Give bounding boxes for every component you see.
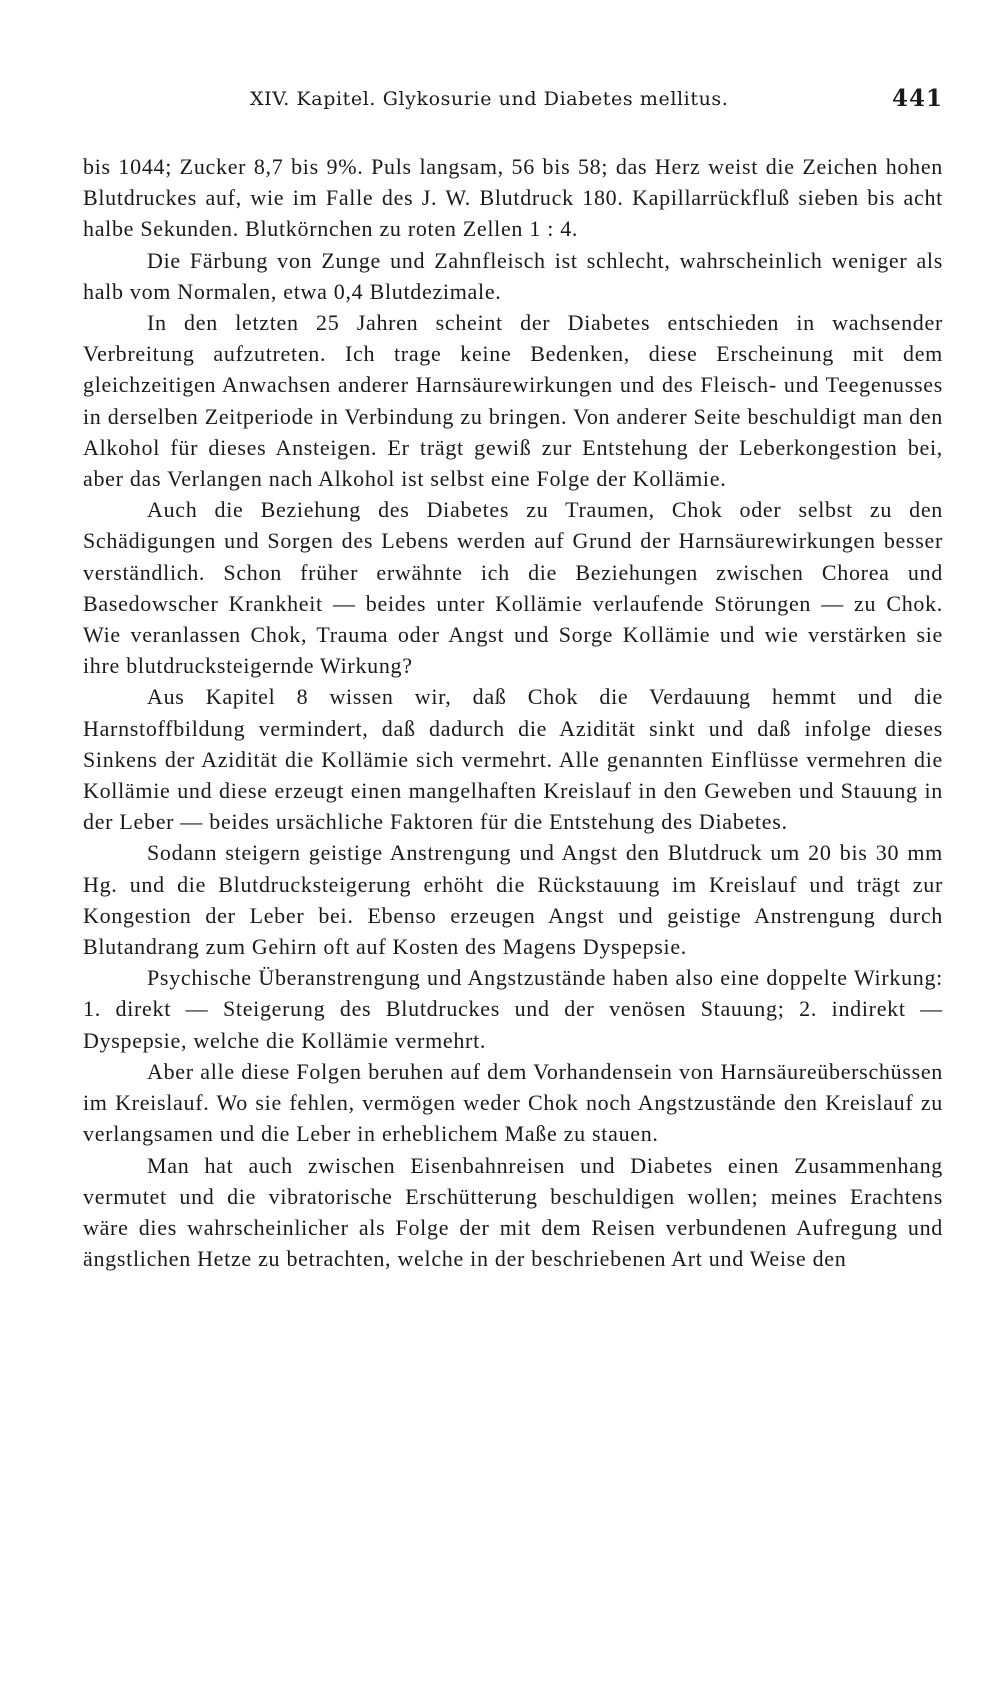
paragraph: In den letzten 25 Jahren scheint der Diabetes entschieden in wachsender Verbreitung aufzutreten. Ich trage keine Bedenken, diese Erscheinung mit dem gleichzeitigen Anwachsen anderer Harnsäurewirkungen und des Fleisch- und Teegenusses in derselben Zeitperiode in Verbindung zu bringen. Von anderer Seite beschuldigt man den Alkohol für dieses Ansteigen. Er trägt gewiß zur Entstehung der Leberkongestion bei, aber das Verlangen nach Alkohol ist selbst eine Folge der Kollämie. (83, 310, 943, 492)
paragraph: Aus Kapitel 8 wissen wir, daß Chok die Verdauung hemmt und die Harnstoffbildung vermindert, daß dadurch die Azidität sinkt und daß infolge dieses Sinkens der Azidität die Kollämie sich vermehrt. Alle genannten Einflüsse vermehren die Kollämie und diese erzeugt einen mangelhaften Kreislauf in den Geweben und Stauung in der Leber — beides ursächliche Faktoren für die Entstehung des Diabetes. (83, 684, 943, 835)
running-head: XIV. Kapitel. Glykosurie und Diabetes mellitus. (250, 88, 729, 110)
body-text (83, 151, 943, 1274)
paragraph: Die Färbung von Zunge und Zahnfleisch ist schlecht, wahrscheinlich weniger als halb vom Normalen, etwa 0,4 Blutdezimale. (83, 247, 943, 304)
paragraph: Sodann steigern geistige Anstrengung und Angst den Blutdruck um 20 bis 30 mm Hg. und die Blutdrucksteigerung erhöht die Rückstauung im Kreislauf und trägt zur Kongestion der Leber bei. Ebenso erzeugen Angst und geistige Anstrengung durch Blutandrang zum Gehirn oft auf Kosten des Magens Dyspepsie. (83, 840, 943, 960)
page-number: 441 (891, 85, 943, 112)
page-header (83, 85, 943, 118)
paragraph: Auch die Beziehung des Diabetes zu Traumen, Chok oder selbst zu den Schädigungen und Sorgen des Lebens werden auf Grund der Harnsäurewirkungen besser verständlich. Schon früher erwähnte ich die Beziehungen zwischen Chorea und Basedowscher Krankheit — beides unter Kollämie verlaufende Störungen — zu Chok. Wie veranlassen Chok, Trauma oder Angst und Sorge Kollämie und wie verstärken sie ihre blutdrucksteigernde Wirkung? (83, 497, 943, 679)
paragraph: Aber alle diese Folgen beruhen auf dem Vorhandensein von Harnsäureüberschüssen im Kreislauf. Wo sie fehlen, vermögen weder Chok noch Angstzustände den Kreislauf zu verlangsamen und die Leber in erheblichem Maße zu stauen. (83, 1058, 943, 1147)
paragraph: Man hat auch zwischen Eisenbahnreisen und Diabetes einen Zusammenhang vermutet und die vibratorische Erschütterung beschuldigen wollen; meines Erachtens wäre dies wahrscheinlicher als Folge der mit dem Reisen verbundenen Aufregung und ängstlichen Hetze zu betrachten, welche in der beschriebenen Art und Weise den (83, 1152, 943, 1272)
paragraph: Psychische Überanstrengung und Angstzustände haben also eine doppelte Wirkung: 1. direkt — Steigerung des Blutdruckes und der venösen Stauung; 2. indirekt — Dyspepsie, welche die Kollämie vermehrt. (83, 965, 943, 1053)
paragraph-continued: bis 1044; Zucker 8,7 bis 9%. Puls langsam, 56 bis 58; das Herz weist die Zeichen hohen Blutdruckes auf, wie im Falle des J. W. Blutdruck 180. Kapillarrückfluß sieben bis acht halbe Sekunden. Blutkörnchen zu roten Zellen 1 : 4. (83, 154, 943, 242)
